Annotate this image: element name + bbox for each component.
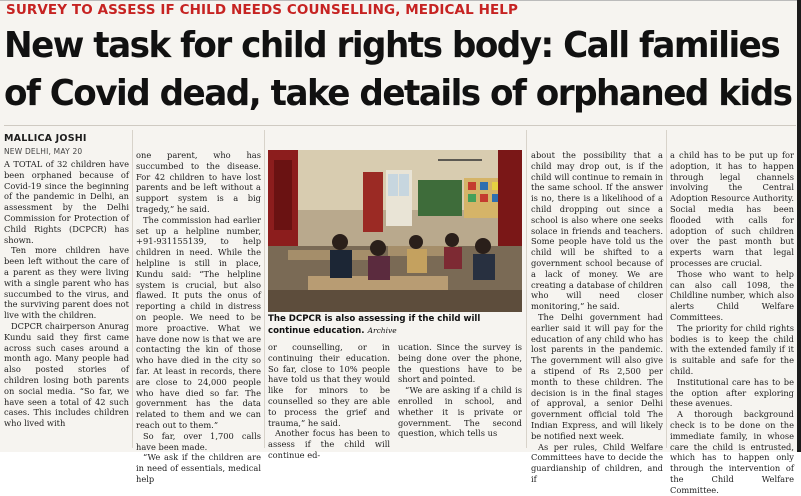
paragraph: a child has to be put up for adoption, it has to happen through legal channels involving the Central Adoption Resource Authority. Social media has been flooded with calls for adoption of such children over the past month but experts warn that legal processes are crucial. <box>670 150 794 268</box>
paragraph: The priority for child rights bodies is to keep the child with the extended family if it is suitable and safe for the child. <box>670 322 794 376</box>
column-divider <box>264 130 265 448</box>
article-column-1 <box>4 128 129 450</box>
paragraph: A thorough background check is to be done on the immediate family, in whose care the child is entrusted, which has to happen only through the intervention of the Child Welfare Committee. <box>670 409 794 495</box>
paragraph: As per rules, Child Welfare Committees have to decide the guardianship of children, and if <box>531 441 663 484</box>
right-border <box>797 0 801 452</box>
paragraph: DCPCR chairperson Anurag Kundu said they first came across such cases around a month ago. Many people had also posted stories of children losing both parents on social media. “So far, we have seen a total of 42 such cases. This includes children who lived with <box>4 320 129 429</box>
classroom-photo <box>268 150 522 312</box>
column-divider <box>666 130 667 448</box>
paragraph: The Delhi government had earlier said it will pay for the education of any child who has lost parents in the pandemic. The government will also give a stipend of Rs 2,500 per month to these children. The decision is in the final stages of approval, a senior Delhi government official told The Indian Express, and will likely be notified next week. <box>531 311 663 441</box>
byline: MALLICA JOSHI <box>4 133 87 144</box>
article-column-6 <box>670 150 794 495</box>
headline <box>4 22 792 118</box>
article-column-4 <box>398 342 522 450</box>
paragraph: So far, over 1,700 calls have been made. <box>136 430 261 452</box>
column-divider <box>526 130 527 448</box>
article-column-3 <box>268 342 390 460</box>
paragraph: “We ask if the children are in need of essentials, medical help <box>136 452 261 484</box>
paragraph: ucation. Since the survey is being done over the phone, the questions have to be short and pointed. <box>398 342 522 385</box>
photo-caption <box>268 314 522 337</box>
paragraph: or counselling, or in continuing their education. So far, close to 10% people have told us that they would like for minors to be counselled so they are able to process the grief and trauma,” he said. <box>268 342 390 428</box>
paragraph: “We are asking if a child is enrolled in school, and whether it is private or government. The second question, which tells us <box>398 385 522 439</box>
paragraph: The commission had earlier set up a helpline number, +91-931155139, to help children in need. While the helpline is still in place, Kundu said: “The helpline system is crucial, but also flawed. It puts the onus of reporting a child in distress on people. We need to be more proactive. What we have done now is that we are contacting the kin of those who have died in the city so far. At least in records, there are close to 24,000 people who have died so far. The government has the data related to them and we can reach out to them.” <box>136 214 261 430</box>
article-column-5 <box>531 150 663 484</box>
paragraph: one parent, who has succumbed to the disease. For 42 children to have lost parents and be left without a support system is a big tragedy,” he said. <box>136 150 261 214</box>
headline-rule <box>4 125 796 126</box>
kicker-line: SURVEY TO ASSESS IF CHILD NEEDS COUNSELLING, MEDICAL HELP <box>6 2 518 18</box>
dateline: NEW DELHI, MAY 20 <box>4 147 83 156</box>
article-column-2 <box>136 150 261 484</box>
paragraph: Ten more children have been left without the care of a parent as they were living with a single parent who has succumbed to the virus, and the surviving parent does not live with the children. <box>4 245 129 321</box>
paragraph: about the possibility that a child may drop out, is if the child will continue to remain in the same school. If the answer is no, there is a likelihood of a child dropping out since a school is also where one seeks solace in friends and teachers. Some people have told us the child will be shifted to a government school because of a lack of money. We are creating a database of children who will need closer monitoring,” he said. <box>531 150 663 312</box>
headline-line-2: of Covid dead, take details of orphaned kids <box>4 73 792 114</box>
top-border <box>0 0 801 1</box>
classroom-photo-art <box>268 150 522 312</box>
paragraph: Another focus has been to assess if the child will continue ed- <box>268 428 390 460</box>
photo-caption-text: The DCPCR is also assessing if the child will continue education. <box>268 314 481 336</box>
paragraph: Institutional care has to be the option after exploring these avenues. <box>670 376 794 409</box>
paragraph: Those who want to help can also call 1098, the Childline number, which also alerts Child Welfare Committees. <box>670 268 794 322</box>
headline-line-1: New task for child rights body: Call families <box>4 25 780 66</box>
paragraph: A TOTAL of 32 children have been orphaned because of Covid-19 since the beginning of the pandemic in Delhi, an assessment by the Delhi Commission for Protection of Child Rights (DCPCR) has shown. <box>4 159 129 245</box>
photo-credit: Archive <box>367 326 397 335</box>
column-divider <box>132 130 133 448</box>
